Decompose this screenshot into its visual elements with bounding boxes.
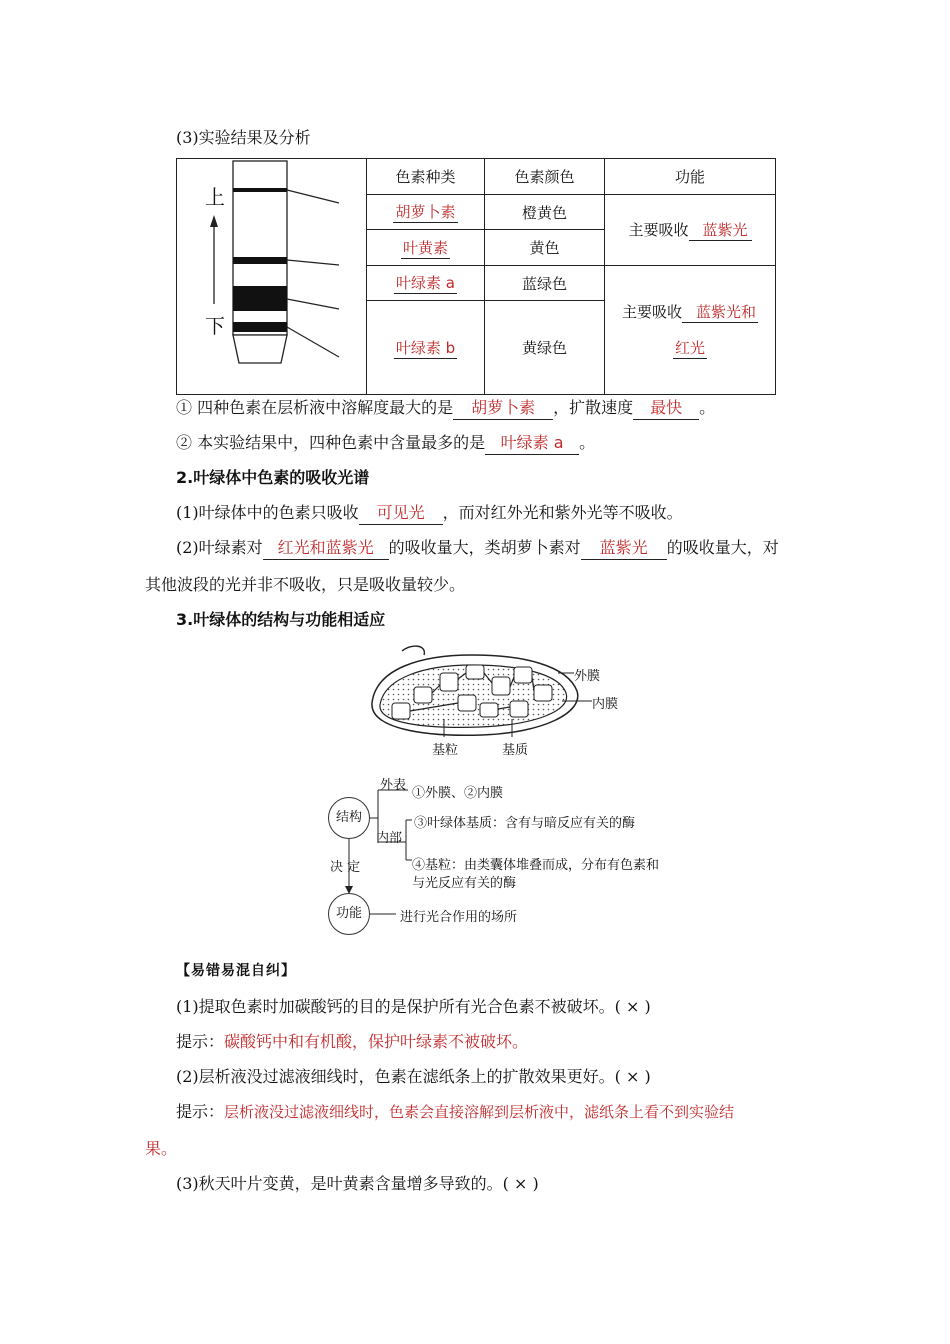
node-structure: 结构 (328, 797, 370, 839)
label-outside: 外表 (380, 778, 407, 793)
item-grana-2: 与光反应有关的酶 (412, 876, 517, 891)
paragraph-2: (2)叶绿素对 红光和蓝紫光 的吸收量大，类胡萝卜素对 蓝紫光 的吸收量大，对 (176, 537, 779, 560)
label-grana: 基粒 (432, 743, 459, 758)
item-grana-1: ④基粒：由类囊体堆叠而成，分布有色素和 (412, 858, 660, 873)
function-cell-1: 主要吸收 蓝紫光 (605, 195, 776, 266)
concept-map (320, 770, 680, 934)
function-description: 进行光合作用的场所 (400, 910, 518, 925)
band-chlorophyll-b (233, 322, 287, 332)
label-inner-membrane: 内膜 (592, 697, 619, 712)
strip-bottom-label: 下 (205, 314, 225, 338)
item-membranes: ①外膜、②内膜 (412, 786, 504, 801)
pigment-name: 叶绿素 a (396, 274, 455, 292)
pigment-cell (367, 301, 485, 395)
label-inside: 内部 (376, 831, 403, 846)
question-2: ② 本实验结果中，四种色素中含量最多的是 叶绿素 a 。 (176, 432, 595, 455)
node-function: 功能 (328, 893, 370, 935)
paragraph-1: (1)叶绿体中的色素只吸收 可见光 ，而对红外光和紫外光等不吸收。 (176, 502, 683, 525)
pigment-name: 叶绿素 b (395, 338, 456, 357)
chloroplast-diagram (362, 643, 622, 758)
error-item-1: (1)提取色素时加碳酸钙的目的是保护所有光合色素不被破坏。( × ) (176, 997, 651, 1016)
answer-blank: 叶绿素 a (485, 432, 579, 455)
chloroplast-illustration (362, 643, 622, 758)
header-function: 功能 (605, 159, 776, 195)
chromatography-strip-cell (177, 159, 367, 395)
function-answer: 蓝紫光和 (682, 302, 758, 323)
pigment-cell (367, 195, 485, 230)
answer-blank: 红光和蓝紫光 (263, 537, 389, 560)
hint-2-cont: 果。 (145, 1139, 178, 1158)
error-item-3: (3)秋天叶片变黄，是叶黄素含量增多导致的。( × ) (176, 1174, 539, 1193)
band-xanthophyll (233, 257, 287, 264)
color-cell: 橙黄色 (485, 195, 605, 230)
question-1: ① 四种色素在层析液中溶解度最大的是 胡萝卜素 ，扩散速度 最快 。 (176, 397, 715, 420)
error-section-title: 【易错易混自纠】 (176, 963, 296, 979)
band-chlorophyll-a (233, 286, 287, 311)
label-outer-membrane: 外膜 (574, 669, 601, 684)
pigment-name: 叶黄素 (402, 238, 448, 257)
answer-blank: 胡萝卜素 (453, 397, 553, 420)
answer-blank: 蓝紫光 (581, 537, 667, 560)
error-item-2: (2)层析液没过滤液细线时，色素在滤纸条上的扩散效果更好。( × ) (176, 1067, 651, 1086)
function-answer: 蓝紫光 (689, 219, 752, 241)
hint-2: 提示：层析液没过滤液细线时，色素会直接溶解到层析液中，滤纸条上看不到实验结 (176, 1102, 735, 1121)
strip-top-label: 上 (205, 185, 225, 209)
band-carotene (233, 188, 287, 192)
pigment-name: 胡萝卜素 (395, 203, 456, 221)
pigment-cell (367, 230, 485, 266)
color-cell: 蓝绿色 (485, 266, 605, 301)
answer-blank: 最快 (633, 397, 699, 420)
hint-text: 碳酸钙中和有机酸，保护叶绿素不被破坏。 (224, 1032, 529, 1051)
header-pigment: 色素种类 (367, 159, 485, 195)
section-3-heading: 3.叶绿体的结构与功能相适应 (176, 610, 386, 629)
label-stroma: 基质 (502, 743, 529, 758)
function-answer-cont: 红光 (674, 339, 705, 357)
section-2-heading: 2.叶绿体中色素的吸收光谱 (176, 468, 370, 487)
item-stroma: ③叶绿体基质：含有与暗反应有关的酶 (414, 816, 636, 831)
hint-1: 提示：碳酸钙中和有机酸，保护叶绿素不被破坏。 (176, 1032, 529, 1051)
pigment-cell (367, 266, 485, 301)
answer-blank: 可见光 (359, 502, 443, 525)
results-table (176, 158, 776, 395)
hint-text: 层析液没过滤液细线时，色素会直接溶解到层析液中，滤纸条上看不到实验结 (224, 1103, 735, 1121)
section3-title: (3)实验结果及分析 (176, 128, 311, 147)
label-decide: 决 定 (330, 860, 361, 875)
color-cell: 黄色 (485, 230, 605, 266)
paragraph-2-cont: 其他波段的光并非不吸收，只是吸收量较少。 (145, 575, 466, 594)
header-color: 色素颜色 (485, 159, 605, 195)
function-cell-2: 主要吸收 蓝紫光和 红光 (605, 266, 776, 395)
color-cell: 黄绿色 (485, 301, 605, 395)
